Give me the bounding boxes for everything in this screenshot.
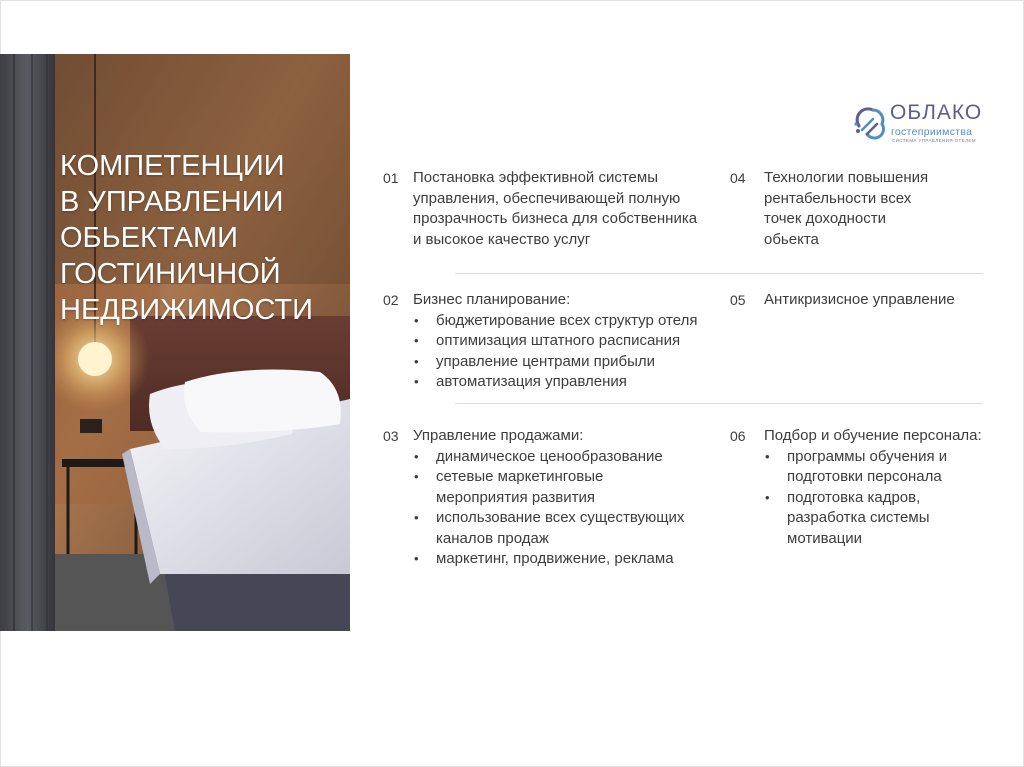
logo-subtitle: гостеприимства bbox=[891, 126, 973, 138]
page-title bbox=[60, 148, 313, 328]
title-line: ОБЬЕКТАМИ bbox=[60, 222, 238, 254]
item-number: 03 bbox=[383, 428, 399, 444]
item-bullet-list bbox=[413, 311, 697, 393]
item-number: 02 bbox=[383, 292, 399, 308]
item-heading: Антикризисное управление bbox=[764, 291, 955, 308]
item-bullet-list bbox=[413, 447, 684, 570]
list-item: • динамическое ценообразование bbox=[413, 447, 684, 468]
cloud-logo-icon bbox=[853, 104, 887, 140]
item-heading: Бизнес планирование: bbox=[413, 291, 571, 308]
item-heading: Постановка эффективной системы управления, обеспечивающей полную прозрачность бизнеса для собственника и высокое качество услуг bbox=[413, 169, 698, 248]
item-heading: Управление продажами: bbox=[413, 427, 584, 444]
item-number: 06 bbox=[730, 428, 746, 444]
logo-title: ОБЛАКО bbox=[890, 101, 983, 124]
hotel-room-illustration bbox=[0, 54, 350, 631]
logo-tagline: СИСТЕМА УПРАВЛЕНИЯ ОТЕЛЕМ bbox=[892, 138, 976, 143]
title-line: В УПРАВЛЕНИИ bbox=[60, 186, 284, 218]
list-item: • подготовка кадров, разработка системы мотивации bbox=[764, 488, 982, 550]
item-number: 01 bbox=[383, 170, 399, 186]
list-item: • сетевые маркетинговые мероприятия развития bbox=[413, 467, 684, 508]
list-item: • программы обучения и подготовки персонала bbox=[764, 447, 982, 488]
list-item: • автоматизация управления bbox=[413, 372, 697, 393]
row-divider bbox=[455, 403, 983, 404]
item-heading: Технологии повышения рентабельности всех точек доходности обьекта bbox=[764, 169, 929, 248]
item-number: 05 bbox=[730, 292, 746, 308]
company-logo bbox=[853, 100, 993, 144]
list-item: • оптимизация штатного расписания bbox=[413, 331, 697, 352]
item-bullet-list bbox=[764, 447, 982, 550]
list-item: • управление центрами прибыли bbox=[413, 352, 697, 373]
title-line: КОМПЕТЕНЦИИ bbox=[60, 150, 285, 182]
list-item: • маркетинг, продвижение, реклама bbox=[413, 549, 684, 570]
list-item: • бюджетирование всех структур отеля bbox=[413, 311, 697, 332]
title-line: НЕДВИЖИМОСТИ bbox=[60, 294, 313, 326]
row-divider bbox=[455, 273, 983, 274]
list-item: • использование всех существующих каналов продаж bbox=[413, 508, 684, 549]
item-number: 04 bbox=[730, 170, 746, 186]
hotel-room-photo bbox=[0, 54, 350, 631]
title-line: ГОСТИНИЧНОЙ bbox=[60, 258, 281, 290]
item-heading: Подбор и обучение персонала: bbox=[764, 427, 982, 444]
